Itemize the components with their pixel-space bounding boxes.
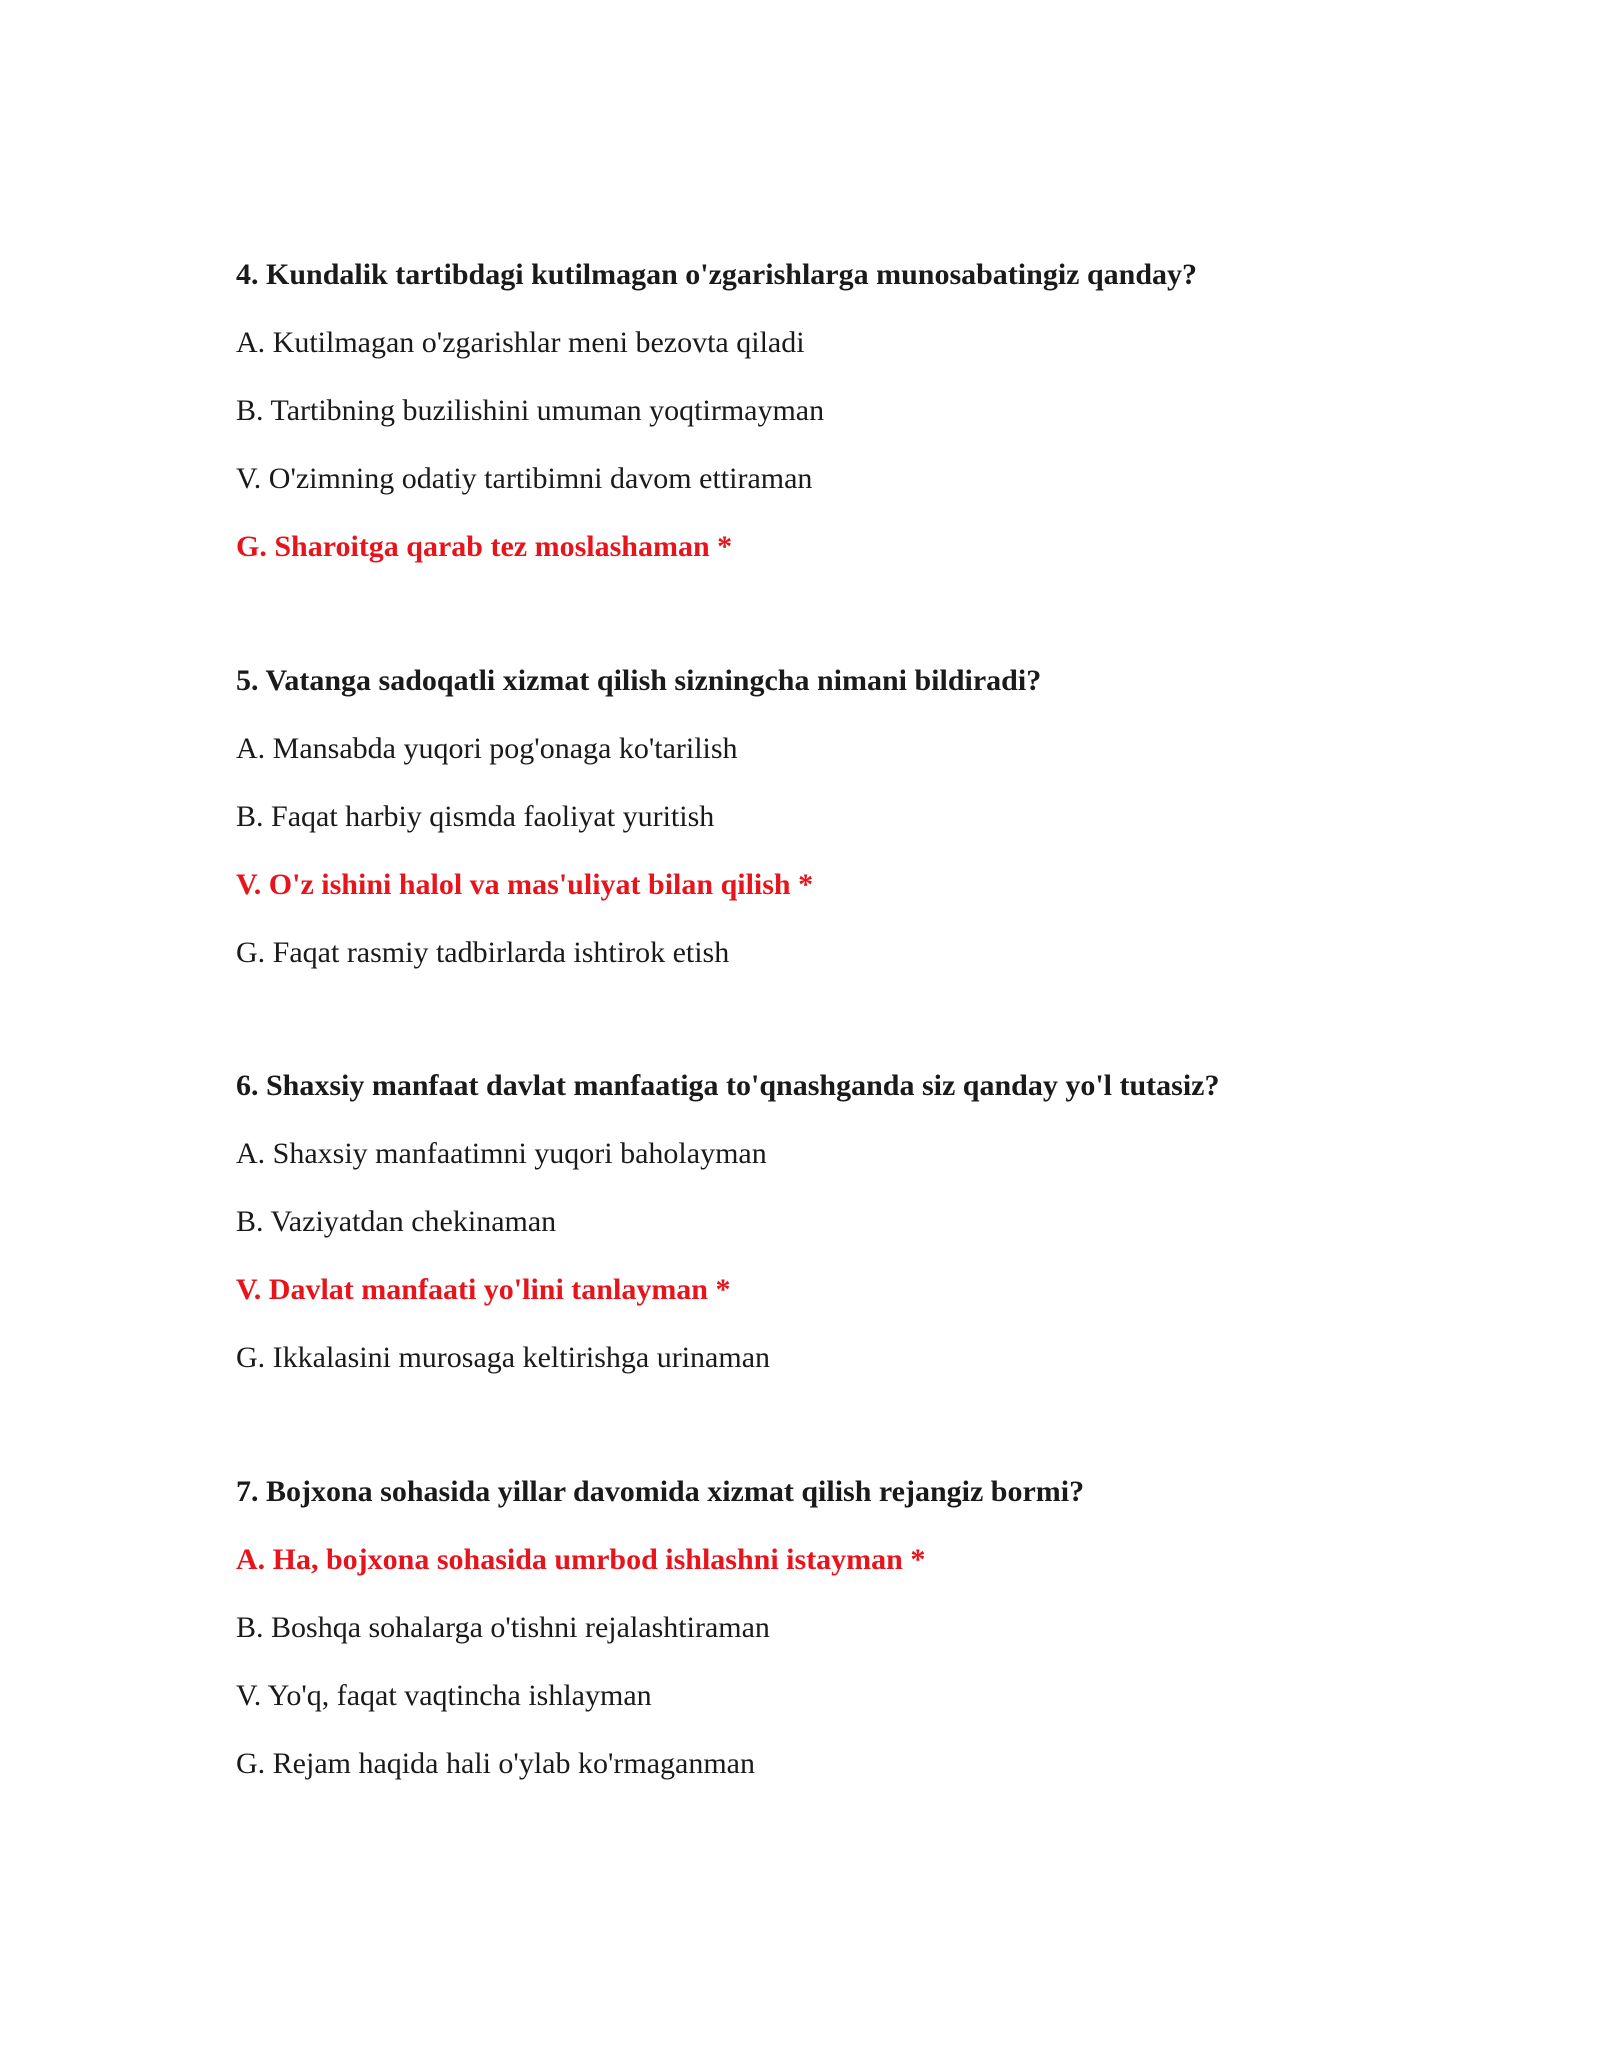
question-block-6 (236, 1069, 1436, 1375)
question-text: 4. Kundalik tartibdagi kutilmagan o'zgarishlarga munosabatingiz qanday? (236, 258, 1198, 291)
answer-option-a-correct: A. Ha, bojxona sohasida umrbod ishlashni istayman * (236, 1543, 926, 1576)
answer-option-g: G. Ikkalasini murosaga keltirishga urinaman (236, 1341, 771, 1374)
question-block-7 (236, 1475, 1436, 1781)
answer-option-b: B. Faqat harbiy qismda faoliyat yuritish (236, 800, 715, 833)
answer-option-a: A. Shaxsiy manfaatimni yuqori baholayman (236, 1137, 767, 1170)
answer-option-g-correct: G. Sharoitga qarab tez moslashaman * (236, 530, 733, 563)
question-block-5 (236, 664, 1436, 970)
question-text: 7. Bojxona sohasida yillar davomida xizmat qilish rejangiz bormi? (236, 1475, 1085, 1508)
answer-option-g: G. Faqat rasmiy tadbirlarda ishtirok etish (236, 936, 730, 969)
answer-option-g: G. Rejam haqida hali o'ylab ko'rmaganman (236, 1747, 755, 1780)
answer-option-b: B. Boshqa sohalarga o'tishni rejalashtiraman (236, 1611, 770, 1644)
answer-option-b: B. Vaziyatdan chekinaman (236, 1205, 557, 1238)
answer-option-v-correct: V. O'z ishini halol va mas'uliyat bilan qilish * (236, 868, 814, 901)
answer-option-a: A. Mansabda yuqori pog'onaga ko'tarilish (236, 732, 738, 765)
question-text: 6. Shaxsiy manfaat davlat manfaatiga to'qnashganda siz qanday yo'l tutasiz? (236, 1069, 1220, 1102)
answer-option-a: A. Kutilmagan o'zgarishlar meni bezovta qiladi (236, 326, 805, 359)
question-block-4 (236, 258, 1436, 564)
answer-option-v: V. Yo'q, faqat vaqtincha ishlayman (236, 1679, 652, 1712)
answer-option-b: B. Tartibning buzilishini umuman yoqtirmayman (236, 394, 825, 427)
answer-option-v-correct: V. Davlat manfaati yo'lini tanlayman * (236, 1273, 731, 1306)
answer-option-v: V. O'zimning odatiy tartibimni davom ettiraman (236, 462, 813, 495)
question-text: 5. Vatanga sadoqatli xizmat qilish sizningcha nimani bildiradi? (236, 664, 1042, 697)
